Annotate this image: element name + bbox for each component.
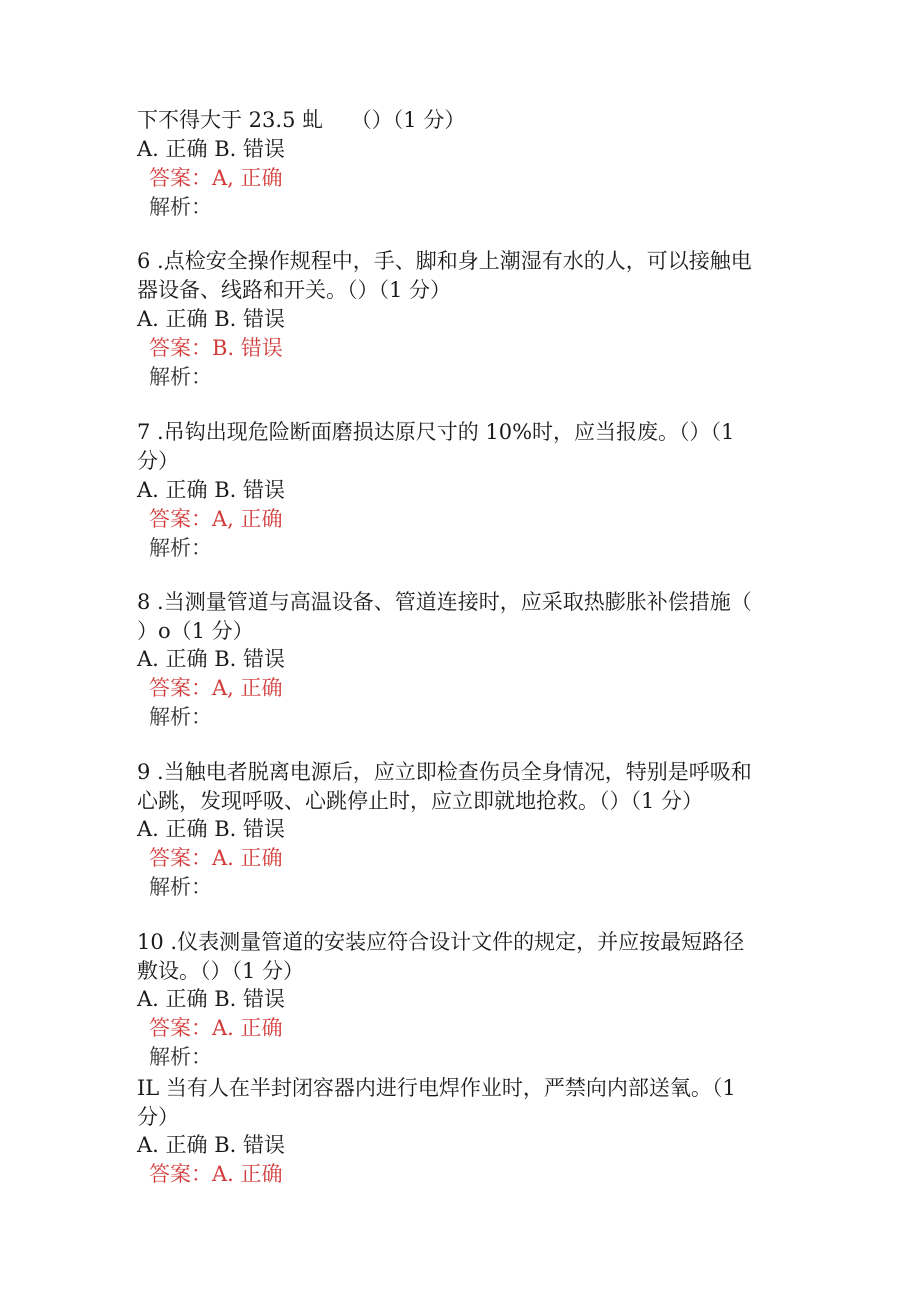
question-text: 器设备、线路和开关。（）（1 分） bbox=[137, 278, 452, 302]
question-text: 敷设。（）（1 分） bbox=[137, 959, 305, 983]
options-text: A. 正确 B. 错误 bbox=[137, 987, 285, 1011]
question-text: 6 .点检安全操作规程中，手、脚和身上潮湿有水的人，可以接触电 bbox=[137, 249, 752, 273]
question-text: 7 .吊钩出现危险断面磨损达原尺寸的 10%时，应当报废。（）（1 bbox=[137, 420, 735, 444]
options-text: A. 正确 B. 错误 bbox=[137, 817, 285, 841]
answer-text: 答案：A, 正确 bbox=[149, 166, 283, 190]
question-text: 9 .当触电者脱离电源后，应立即检查伤员全身情况，特别是呼吸和 bbox=[137, 760, 752, 784]
options-text: A. 正确 B. 错误 bbox=[137, 137, 285, 161]
question-text: IL 当有人在半封闭容器内进行电焊作业时，严禁向内部送氧。（1 bbox=[137, 1076, 736, 1100]
answer-text: 答案：A, 正确 bbox=[149, 676, 283, 700]
options-text: A. 正确 B. 错误 bbox=[137, 647, 285, 671]
options-text: A. 正确 B. 错误 bbox=[137, 307, 285, 331]
answer-text: 答案：A. 正确 bbox=[149, 1162, 283, 1186]
question-text: 分） bbox=[137, 449, 179, 473]
question-text: 8 .当测量管道与高温设备、管道连接时，应采取热膨胀补偿措施（ bbox=[137, 590, 752, 614]
answer-text: 答案：B. 错误 bbox=[149, 336, 283, 360]
explanation-label: 解析： bbox=[149, 536, 212, 560]
question-text: 下不得大于 23.5 虬 （）（1 分） bbox=[137, 108, 466, 132]
options-text: A. 正确 B. 错误 bbox=[137, 1133, 285, 1157]
answer-text: 答案：A, 正确 bbox=[149, 507, 283, 531]
question-text: 分） bbox=[137, 1105, 179, 1129]
question-text: 10 .仪表测量管道的安装应符合设计文件的规定，并应按最短路径 bbox=[137, 930, 745, 954]
explanation-label: 解析： bbox=[149, 1045, 212, 1069]
answer-text: 答案：A. 正确 bbox=[149, 846, 283, 870]
explanation-label: 解析： bbox=[149, 195, 212, 219]
question-text: 心跳，发现呼吸、心跳停止时，应立即就地抢救。（）（1 分） bbox=[137, 789, 704, 813]
explanation-label: 解析： bbox=[149, 705, 212, 729]
answer-text: 答案：A. 正确 bbox=[149, 1016, 283, 1040]
explanation-label: 解析： bbox=[149, 875, 212, 899]
explanation-label: 解析： bbox=[149, 365, 212, 389]
options-text: A. 正确 B. 错误 bbox=[137, 478, 285, 502]
question-text: ）o（1 分） bbox=[137, 619, 254, 643]
